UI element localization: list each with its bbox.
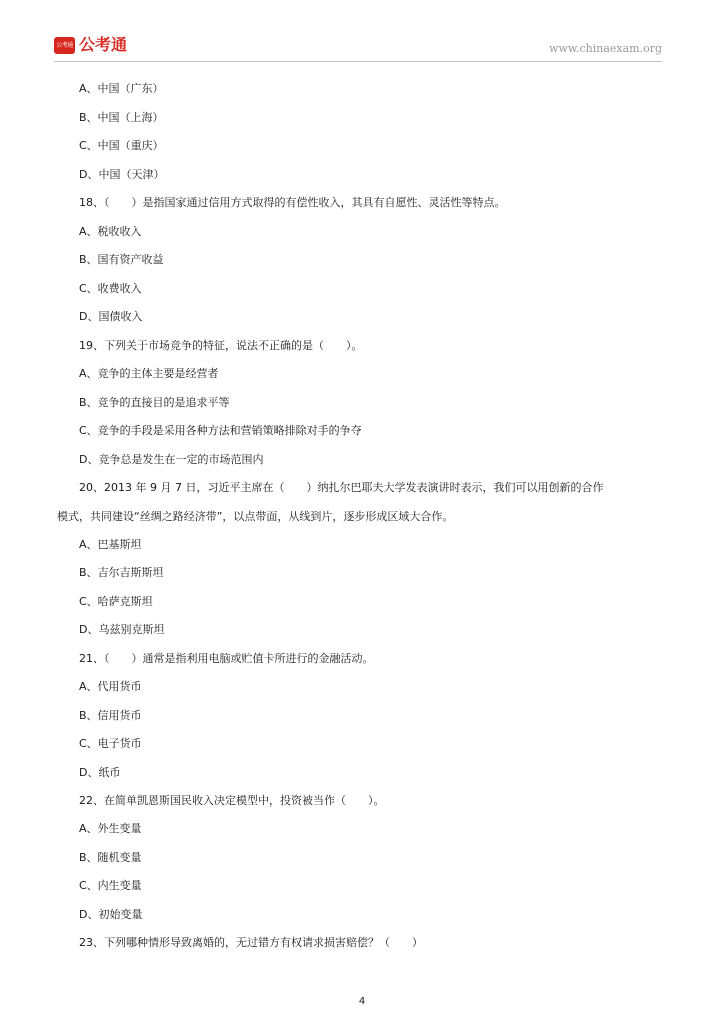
question-21: 21、（ ）通常是指利用电脑或贮值卡所进行的金融活动。 [79,652,374,665]
question-19-option-b: B、竞争的直接目的是追求平等 [79,396,230,409]
question-18: 18、（ ）是指国家通过信用方式取得的有偿性收入，其具有自愿性、灵活性等特点。 [79,196,506,209]
logo [54,35,127,55]
question-22: 22、在简单凯恩斯国民收入决定模型中，投资被当作（ ）。 [79,794,385,807]
question-20-option-a: A、巴基斯坦 [79,538,142,551]
question-20-option-c: C、哈萨克斯坦 [79,595,153,608]
question-17-option-d: D、中国（天津） [79,168,165,181]
question-20: 20、2013 年 9 月 7 日，习近平主席在（ ）纳扎尔巴耶夫大学发表演讲时表示，我们可以用创新的合作 [79,481,604,494]
question-18-option-d: D、国债收入 [79,310,143,323]
question-20-option-d: D、乌兹别克斯坦 [79,623,165,636]
question-21-option-c: C、电子货币 [79,737,142,750]
question-21-option-d: D、纸币 [79,766,121,779]
question-21-option-b: B、信用货币 [79,709,142,722]
logo-text: 公考通 [79,35,128,54]
question-22-option-b: B、随机变量 [79,851,142,864]
question-17-option-c: C、中国（重庆） [79,139,164,152]
question-21-option-a: A、代用货币 [79,680,142,693]
question-18-option-b: B、国有资产收益 [79,253,164,266]
site-url: www.chinaexam.org [549,42,662,55]
page-number: 4 [358,996,366,1007]
question-19-option-c: C、竞争的手段是采用各种方法和营销策略排除对手的争夺 [79,424,362,437]
question-19-option-a: A、竞争的主体主要是经营者 [79,367,219,380]
question-23: 23、下列哪种情形导致离婚的，无过错方有权请求损害赔偿？（ ） [79,936,423,949]
question-22-option-d: D、初始变量 [79,908,143,921]
question-18-option-a: A、税收收入 [79,225,142,238]
question-20-option-b: B、吉尔吉斯斯坦 [79,566,164,579]
logo-badge-icon: 公考通 [54,37,75,54]
question-22-option-c: C、内生变量 [79,879,142,892]
header-divider [54,61,662,62]
question-20-continued: 模式，共同建设“丝绸之路经济带”，以点带面，从线到片，逐步形成区域大合作。 [57,510,454,523]
question-22-option-a: A、外生变量 [79,822,142,835]
question-17-option-b: B、中国（上海） [79,111,164,124]
question-19: 19、下列关于市场竞争的特征，说法不正确的是（ ）。 [79,339,363,352]
question-19-option-d: D、竞争总是发生在一定的市场范围内 [79,453,264,466]
question-18-option-c: C、收费收入 [79,282,142,295]
question-17-option-a: A、中国（广东） [79,82,164,95]
page-header [0,0,724,60]
